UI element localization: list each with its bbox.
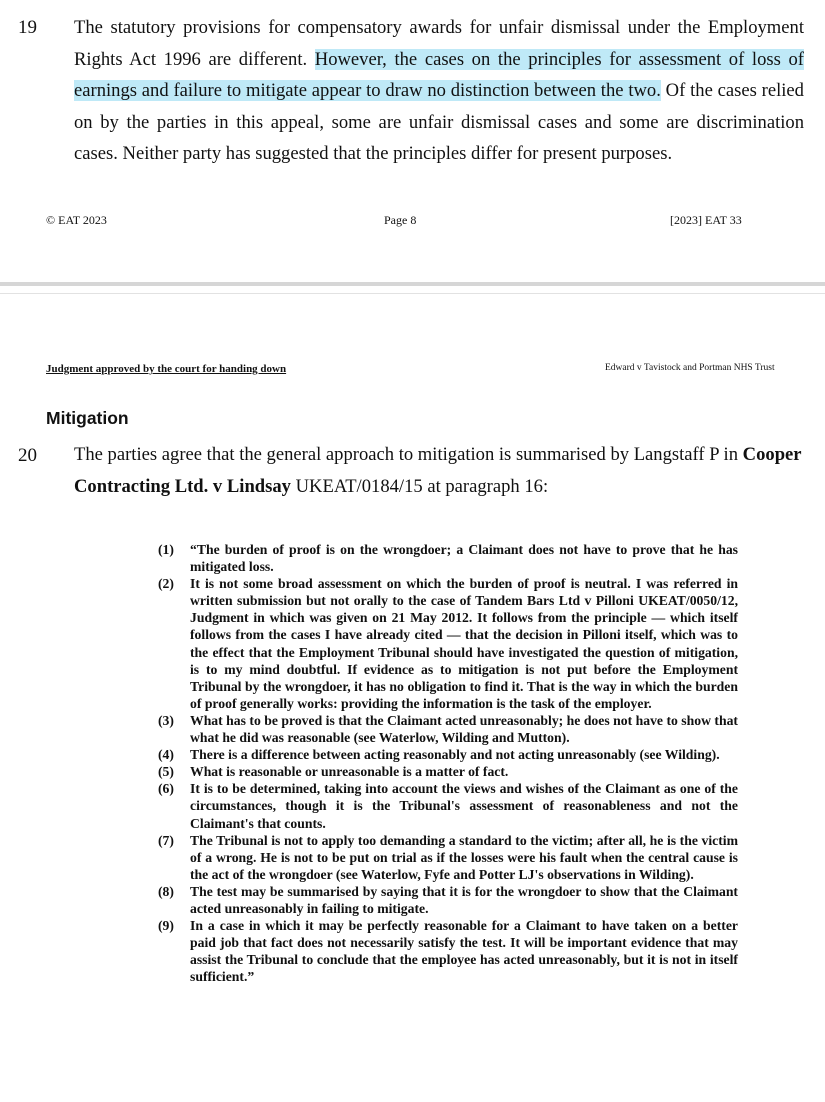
paragraph-19: [74, 12, 804, 170]
item-number: (6): [158, 781, 174, 797]
case-name: Cooper Contracting Ltd. v Lindsay: [74, 444, 802, 497]
running-header-left: Judgment approved by the court for handing down: [46, 363, 287, 375]
list-item: [158, 883, 738, 917]
list-item: [158, 575, 738, 712]
footer-citation: [2023] EAT 33: [670, 213, 742, 227]
paragraph-20-text-before: The parties agree that the general approach to mitigation is summarised by Langstaff P in: [74, 444, 743, 465]
item-text: It is to be determined, taking into account the views and wishes of the Claimant as one of the circumstances, though it is the Tribunal's assessment of reasonableness and not the Claimant's that counts.: [190, 781, 738, 831]
item-number: (3): [158, 712, 174, 728]
item-text: The Tribunal is not to apply too demanding a standard to the victim; after all, he is the victim of a wrong. He is not to be put on trial as if the losses were his fault when the central cause is the act of the wrongdoer (see Waterlow, Fyfe and Potter LJ's observations in Wilding).: [190, 832, 738, 882]
item-number: (5): [158, 764, 174, 780]
paragraph-19-text-before: The statutory provisions for compensatory awards for unfair dismissal under the Employment Rights Act 1996 are different.: [74, 17, 804, 70]
paragraph-19-text-after: Of the cases relied on by the parties in this appeal, some are unfair dismissal cases and some are discrimination cases. Neither party has suggested that the principles differ for present purposes.: [74, 80, 804, 164]
item-text: It is not some broad assessment on which the burden of proof is neutral. I was referred in written submission but not orally to the case of Tandem Bars Ltd v Pilloni UKEAT/0050/12, Judgment in which was given on 21 May 2012. It follows from the principle — which itself follows from the cases I have already cited — that the decision in Pilloni itself, which was to the effect that the Employment Tribunal should have investigated the question of mitigation, is to my mind doubtful. If evidence as to mitigation is not put before the Employment Tribunal by the wrongdoer, it has no obligation to find it. That is the way in which the burden of proof generally works: providing the information is the task of the employer.: [190, 576, 738, 711]
page-edge-line: [0, 293, 825, 294]
footer-copyright: © EAT 2023: [46, 213, 107, 227]
item-number: (9): [158, 918, 174, 934]
highlighted-passage: However, the cases on the principles for assessment of loss of earnings and failure to mitigate appear to draw no distinction between the two.: [74, 48, 804, 101]
running-header-right: Edward v Tavistock and Portman NHS Trust: [605, 363, 775, 373]
footer-page-number: Page 8: [384, 213, 417, 227]
paragraph-20-text-after: UKEAT/0184/15 at paragraph 16:: [290, 475, 549, 497]
item-number: (2): [158, 576, 174, 592]
item-number: (7): [158, 832, 174, 848]
item-text: What is reasonable or unreasonable is a matter of fact.: [190, 764, 509, 780]
list-item: [158, 746, 738, 763]
item-number: (8): [158, 883, 174, 899]
page-break-divider: [0, 282, 825, 286]
item-number: (1): [158, 542, 174, 557]
item-text: In a case in which it may be perfectly reasonable for a Claimant to have taken on a better paid job that fact does not necessarily satisfy the test. It will be important evidence that may assist the Tribunal to conclude that the employee has acted unreasonably, but it is not in itself sufficient.”: [190, 918, 738, 985]
paragraph-number-20: 20: [18, 445, 37, 466]
list-item: [158, 763, 738, 780]
paragraph-number-19: 19: [18, 17, 37, 38]
section-heading: Mitigation: [46, 408, 129, 428]
list-item: [158, 780, 738, 831]
item-text: The test may be summarised by saying that it is for the wrongdoer to show that the Claimant acted unreasonably in failing to mitigate.: [190, 883, 738, 916]
quoted-principles-list: [158, 541, 738, 985]
list-item: [158, 832, 738, 883]
paragraph-20: [74, 439, 814, 502]
item-text: “The burden of proof is on the wrongdoer; a Claimant does not have to prove that he has mitigated loss.: [190, 542, 738, 575]
list-item: [158, 917, 738, 985]
item-number: (4): [158, 747, 174, 763]
item-text: What has to be proved is that the Claimant acted unreasonably; he does not have to show that what he did was reasonable (see Waterlow, Wilding and Mutton).: [190, 712, 738, 746]
list-item: [158, 541, 738, 575]
list-item: [158, 712, 738, 746]
item-text: There is a difference between acting reasonably and not acting unreasonably (see Wilding).: [190, 747, 720, 763]
